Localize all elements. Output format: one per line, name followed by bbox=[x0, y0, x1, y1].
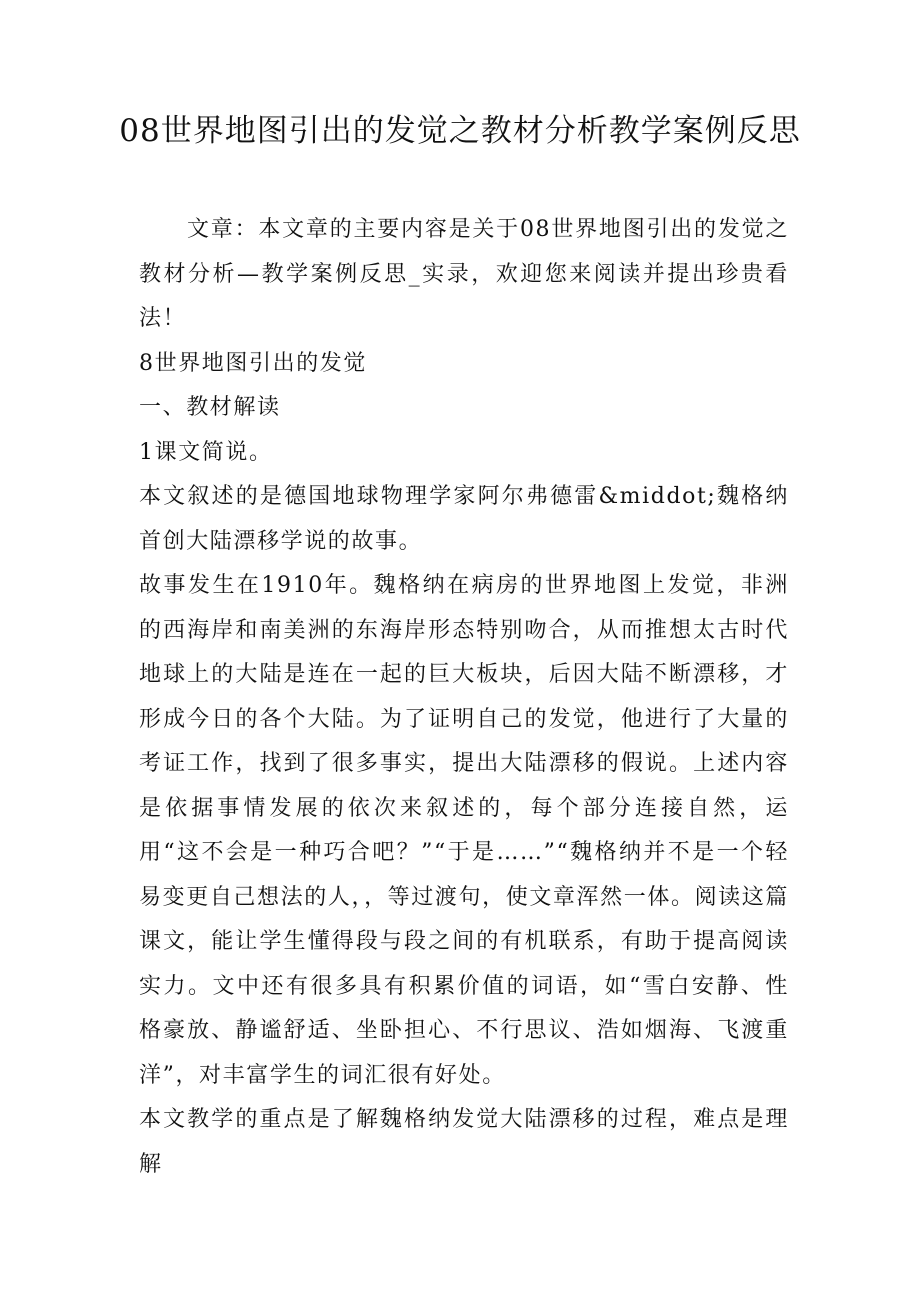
body-paragraph: 本文教学的重点是了解魏格纳发觉大陆漂移的过程，难点是理解 bbox=[139, 1107, 789, 1177]
body-paragraph: 本文叙述的是德国地球物理学家阿尔弗德雷&middot;魏格纳首创大陆漂移学说的故事。 bbox=[139, 484, 789, 554]
section-heading: 一、教材解读 bbox=[139, 395, 281, 420]
document-title: 08世界地图引出的发觉之教材分析教学案例反思 bbox=[119, 113, 801, 149]
document-body bbox=[139, 208, 789, 1187]
body-paragraph: 故事发生在1910年。魏格纳在病房的世界地图上发觉，非洲的西海岸和南美洲的东海岸形态特别吻合，从而推想太古时代地球上的大陆是连在一起的巨大板块，后因大陆不断漂移，才形成今日的各个大陆。为了证明自己的发觉，他进行了大量的考证工作，找到了很多事实，提出大陆漂移的假说。上述内容是依据事情发展的依次来叙述的，每个部分连接自然，运用“这不会是一种巧合吧？”“于是……”“魏格纳并不是一个轻易变更自己想法的人，，等过渡句，使文章浑然一体。阅读这篇课文，能让学生懂得段与段之间的有机联系，有助于提高阅读实力。文中还有很多具有积累价值的词语，如“雪白安静、性格豪放、静谧舒适、坐卧担心、不行思议、浩如烟海、飞渡重洋”，对丰富学生的词汇很有好处。 bbox=[139, 573, 789, 1088]
lesson-heading: 8世界地图引出的发觉 bbox=[139, 350, 367, 376]
intro-paragraph: 文章：本文章的主要内容是关于08世界地图引出的发觉之教材分析—教学案例反思_实录，欢迎您来阅读并提出珍贵看法！ bbox=[139, 217, 789, 331]
subsection-heading: 1课文简说。 bbox=[139, 439, 273, 465]
